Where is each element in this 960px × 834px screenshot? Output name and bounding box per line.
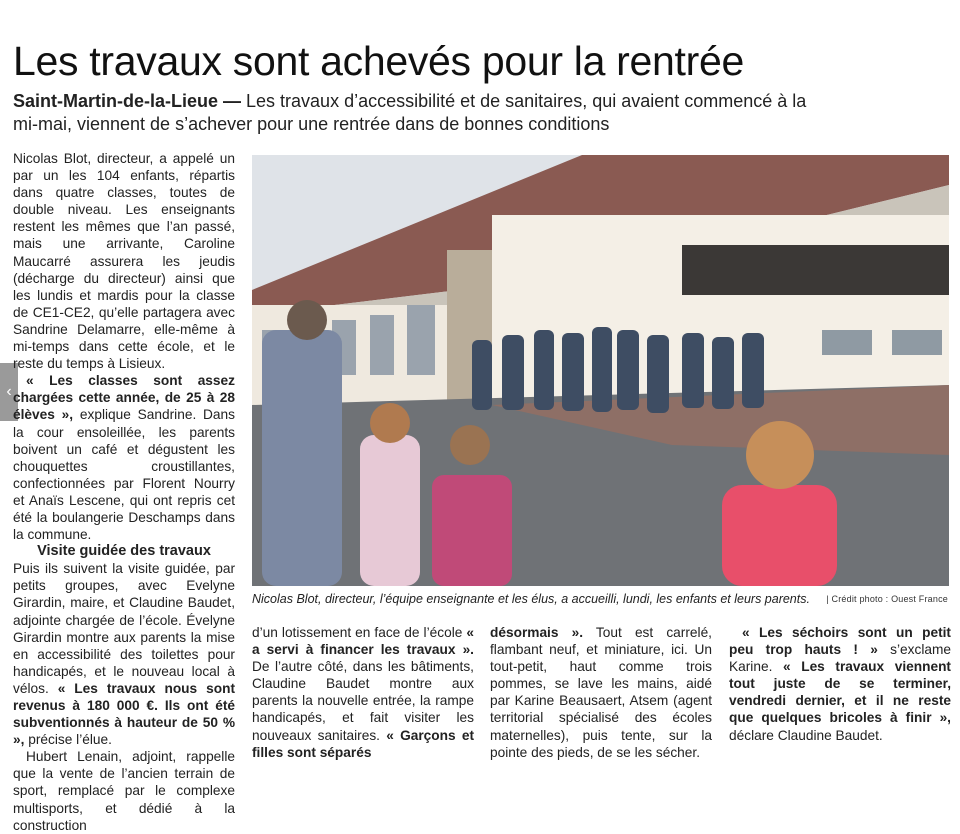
paragraph-text: De l’autre côté, dans les bâtiments, Claudine Baudet montre aux parents la nouvelle entrée, la rampe handicapés, et fait visiter les nouveaux sanitaires. (252, 659, 474, 743)
paragraph (13, 560, 235, 748)
quote: « Les travaux viennent tout juste de se terminer, vendredi dernier, et il ne reste que quelques bricoles à finir », (729, 659, 951, 726)
quote: désormais ». (490, 625, 584, 640)
article-title: Les travaux sont achevés pour la rentrée (13, 38, 744, 84)
article-lede (13, 90, 813, 136)
quote: « Les classes sont assez chargées cette année, de 25 à 28 élèves », (13, 373, 235, 423)
chevron-left-icon: ‹ (6, 383, 12, 400)
paragraph-text: déclare Claudine Baudet. (729, 727, 883, 743)
quote: « Les séchoirs sont un petit peu trop hauts ! » (729, 625, 951, 658)
lede-text: Les travaux d’accessibilité et de sanitaires, qui avaient commencé à la mi-mai, viennent de s’achever pour une rentrée dans de bonnes conditions (13, 91, 807, 134)
column-1 (13, 150, 235, 834)
section-subhead: Visite guidée des travaux (37, 543, 211, 560)
school-courtyard-illustration (252, 155, 949, 586)
paragraph-text: précise l’élue. (24, 732, 112, 748)
paragraph (13, 372, 235, 543)
photo-caption: Nicolas Blot, directeur, l’équipe enseignante et les élus, a accueilli, lundi, les enfants et leurs parents. (252, 592, 810, 606)
paragraph: Hubert Lenain, adjoint, rappelle que la vente de l’ancien terrain de sport, remplacé par le complexe multisports, et dédié à la construction (13, 749, 235, 833)
paragraph-text: d’un lotissement en face de l’école (252, 625, 467, 640)
quote: « Garçons et filles sont séparés (252, 727, 474, 760)
paragraph: Nicolas Blot, directeur, a appelé un par un les 104 enfants, répartis dans quatre classes, toutes de double niveau. Les enseignants restent les mêmes que l’an passé, mais une arrivante, Caroline Maucarré assurera les jeudis (décharge du directeur) ainsi que les lundis et mardis pour la classe de CE1-CE2, qu’elle partagera avec Sandrine Delamarre, elle-même à mi-temps dans cette école, et le reste du temps à Lisieux. (13, 151, 235, 372)
article-location: Saint-Martin-de-la-Lieue — (13, 91, 242, 111)
column-2 (252, 624, 474, 761)
paragraph-text: Tout est carrelé, flambant neuf, et miniature, ici. Un tout-petit, haut comme trois pommes, se lave les mains, aidé par Karine Beausaert, Atsem (agent territorial spécialisé des écoles maternelles), puis tente, sur la pointe des pieds, de se les sécher. (490, 625, 712, 760)
paragraph-text: explique Sandrine. Dans la cour ensoleillée, les parents boivent un café et dégustent les chouquettes croustillantes, confectionnées par Florent Nourry et Anaïs Lescene, qui ont repris cet été la boulangerie Deschamps dans la commune. (13, 407, 235, 543)
paragraph (729, 624, 951, 744)
paragraph (252, 624, 474, 761)
photo-credit: | Crédit photo : Ouest France (826, 594, 948, 604)
paragraph-text: s’exclame Karine. (729, 642, 952, 675)
paragraph (490, 624, 712, 761)
column-4 (729, 624, 951, 744)
quote: « a servi à financer les travaux ». (252, 625, 474, 658)
column-3 (490, 624, 712, 761)
paragraph-text: Puis ils suivent la visite guidée, par petits groupes, avec Evelyne Girardin, maire, et Claudine Baudet, adjointe chargée de l’école. Évelyne Girardin montre aux parents la mise en accessibilité des toilettes pour handicapés, et le nouveau local à vélos. (13, 561, 235, 696)
article-photo (252, 155, 949, 586)
quote: « Les travaux nous sont revenus à 180 000 €. Ils ont été subventionnés à hauteur de 50 % », (13, 680, 235, 748)
